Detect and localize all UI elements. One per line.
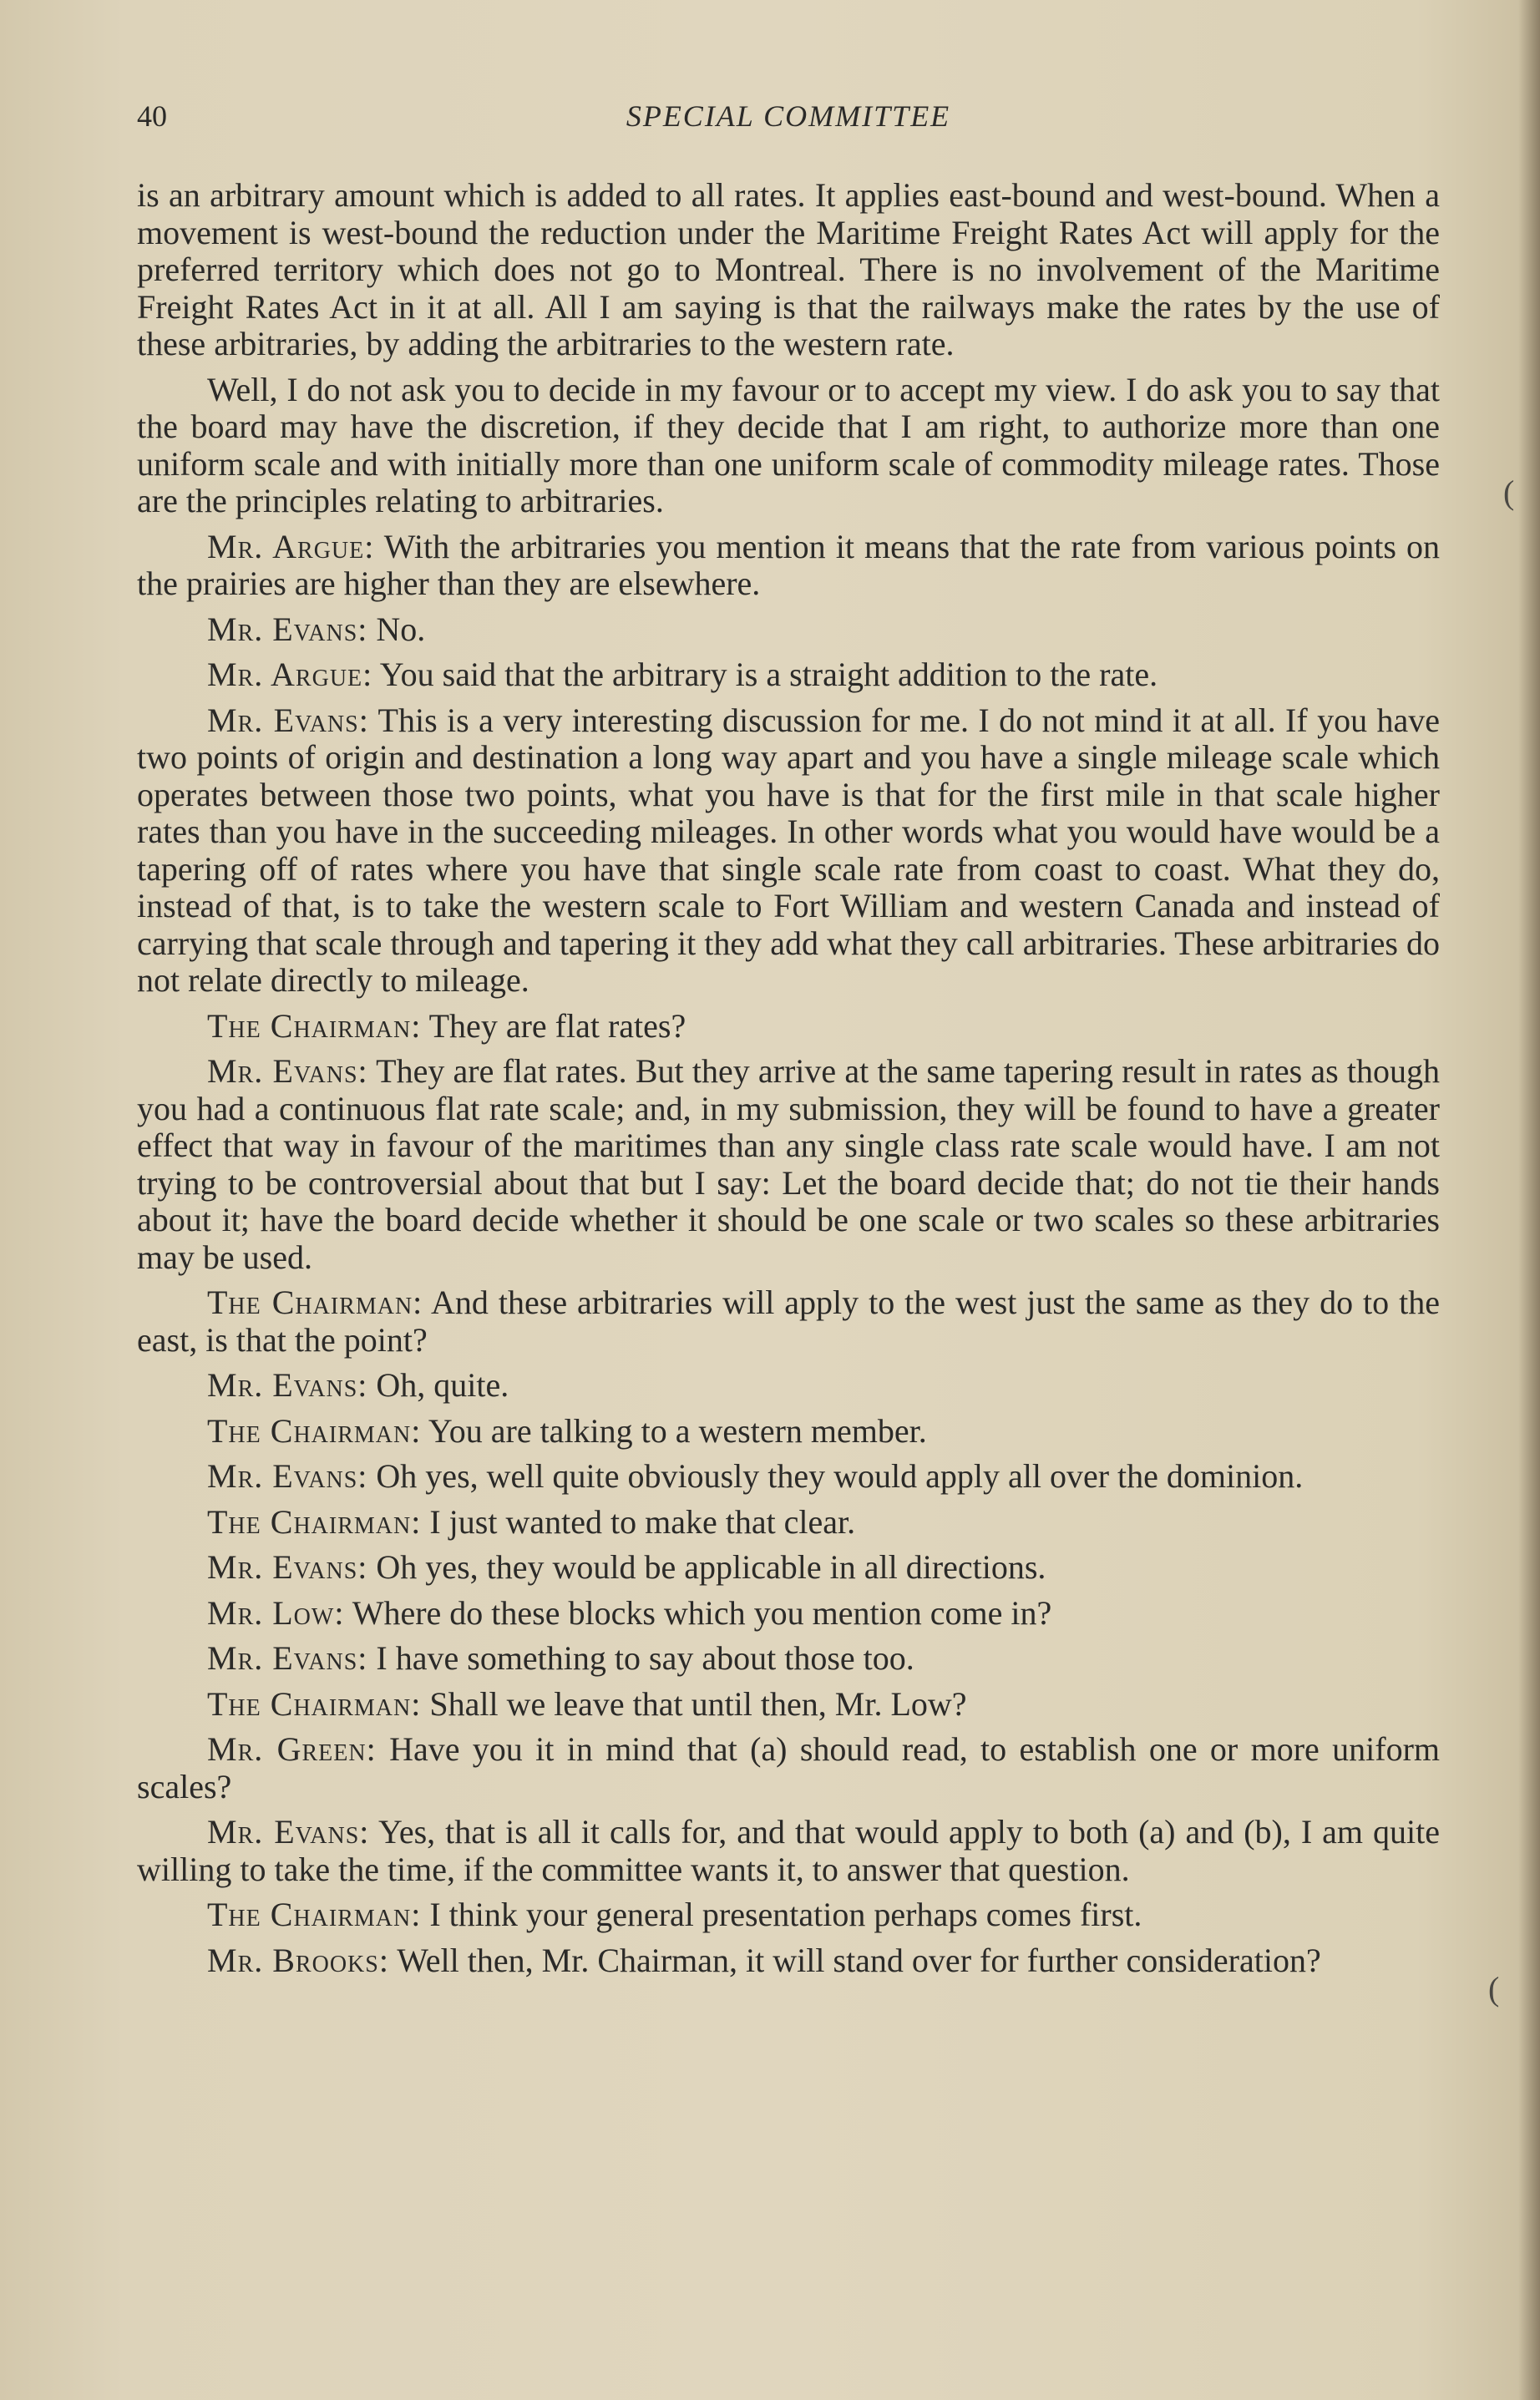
speech bbox=[137, 1731, 1440, 1805]
speech-text: Well then, Mr. Chairman, it will stand over for further consideration? bbox=[397, 1941, 1321, 1979]
speaker-name: Mr. Argue: bbox=[207, 656, 373, 693]
speech-text: Shall we leave that until then, Mr. Low? bbox=[429, 1684, 967, 1723]
speaker-name: The Chairman: bbox=[207, 1684, 422, 1723]
speaker-name: Mr. Evans: bbox=[207, 1639, 368, 1677]
speaker-name: Mr. Argue: bbox=[207, 527, 375, 565]
running-title: SPECIAL COMMITTEE bbox=[626, 99, 951, 133]
speech bbox=[137, 611, 1440, 649]
speech-text: Have you it in mind that (a) should read, to establish one or more uniform scales? bbox=[137, 1730, 1440, 1805]
speech-text: Oh yes, well quite obviously they would apply all over the dominion. bbox=[376, 1457, 1304, 1495]
speaker-name: Mr. Evans: bbox=[207, 1548, 368, 1586]
speaker-name: Mr. Evans: bbox=[207, 1457, 368, 1495]
speech bbox=[137, 529, 1440, 603]
speaker-name: Mr. Green: bbox=[207, 1730, 377, 1768]
speaker-name: Mr. Evans: bbox=[207, 701, 369, 739]
speaker-name: The Chairman: bbox=[207, 1284, 423, 1321]
paragraph bbox=[137, 177, 1440, 363]
speech-text: Oh yes, they would be applicable in all directions. bbox=[376, 1548, 1046, 1586]
speech bbox=[137, 1284, 1440, 1359]
speaker-name: The Chairman: bbox=[207, 1006, 422, 1045]
page-header bbox=[137, 99, 1440, 149]
speech bbox=[137, 1008, 1440, 1046]
page-number: 40 bbox=[137, 99, 167, 133]
paragraph-text: Well, I do not ask you to decide in my favour or to accept my view. I do ask you to say that the board may have the discretion, if they decide that I am right, to authorize more than one uniform scale and with initially more than one uniform scale of commodity mileage rates. Those are the principles relating to arbitraries. bbox=[137, 370, 1440, 519]
speech bbox=[137, 1504, 1440, 1542]
speech-text: Oh, quite. bbox=[376, 1366, 509, 1404]
speaker-name: The Chairman: bbox=[207, 1502, 422, 1541]
speech bbox=[137, 1367, 1440, 1405]
speech-text: Where do these blocks which you mention come in? bbox=[352, 1593, 1052, 1632]
speech bbox=[137, 1053, 1440, 1276]
speech bbox=[137, 656, 1440, 694]
speech-text: You are talking to a western member. bbox=[428, 1411, 927, 1450]
speaker-name: Mr. Evans: bbox=[207, 1052, 368, 1090]
speech-text: They are flat rates. But they arrive at the same tapering result in rates as though you had a continuous flat rate scale; and, in my submission, they will be found to have a greater effect that way in favour of the maritimes than any single class rate scale would have. I am not trying to be controversial about that but I say: Let the board decide that; do not tie their hands about it; have the board decide whether it should be one scale or two scales so these arbitraries may be used. bbox=[137, 1052, 1440, 1276]
speech-text: I have something to say about those too. bbox=[376, 1639, 914, 1677]
speech-text: With the arbitraries you mention it means that the rate from various points on the prairies are higher than they are elsewhere. bbox=[137, 527, 1440, 602]
speech bbox=[137, 1814, 1440, 1888]
speech bbox=[137, 1549, 1440, 1587]
speech bbox=[137, 1942, 1440, 1980]
speech-text: This is a very interesting discussion for me. I do not mind it at all. If you have two points of origin and destination a long way apart and you have a single mileage scale which operates between those two points, what you have is that for the first mile in that scale higher rates than you have in the succeeding mileages. In other words what you would have would be a tapering off of rates where you have that single scale rate from coast to coast. What they do, instead of that, is to take the western scale to Fort William and western Canada and instead of carrying that scale through and tapering it they add what they call arbitraries. These arbitraries do not relate directly to mileage. bbox=[137, 701, 1440, 999]
speaker-name: Mr. Evans: bbox=[207, 610, 368, 648]
speech bbox=[137, 1640, 1440, 1678]
speech-text: I just wanted to make that clear. bbox=[429, 1502, 856, 1541]
speaker-name: The Chairman: bbox=[207, 1411, 422, 1450]
speaker-name: The Chairman: bbox=[207, 1896, 422, 1933]
paragraph bbox=[137, 372, 1440, 520]
speech bbox=[137, 1686, 1440, 1724]
speech-text: I think your general presentation perhaps comes first. bbox=[429, 1896, 1142, 1933]
binding-hole-mark: ( bbox=[1488, 1970, 1500, 2008]
speech bbox=[137, 1896, 1440, 1934]
speech-text: And these arbitraries will apply to the west just the same as they do to the east, is that the point? bbox=[137, 1284, 1440, 1359]
page-body bbox=[137, 177, 1440, 1987]
speaker-name: Mr. Evans: bbox=[207, 1813, 370, 1851]
speech-text: No. bbox=[376, 610, 426, 648]
speech-text: Yes, that is all it calls for, and that would apply to both (a) and (b), I am quite willing to take the time, if the committee wants it, to answer that question. bbox=[137, 1813, 1441, 1888]
speech-text: They are flat rates? bbox=[428, 1006, 686, 1045]
speaker-name: Mr. Low: bbox=[207, 1593, 345, 1632]
speech bbox=[137, 1595, 1440, 1633]
binding-hole-mark: ( bbox=[1503, 473, 1515, 511]
page-edge-shadow bbox=[1518, 0, 1540, 2400]
speech-text: You said that the arbitrary is a straight addition to the rate. bbox=[379, 656, 1158, 693]
speech bbox=[137, 1413, 1440, 1451]
speech bbox=[137, 1458, 1440, 1496]
paragraph-text: is an arbitrary amount which is added to all rates. It applies east-bound and west-bound. When a movement is west-bound the reduction under the Maritime Freight Rates Act will apply for the preferred territory which does not go to Montreal. There is no involvement of the Maritime Freight Rates Act in it at all. All I am saying is that the railways make the rates by the use of these arbitraries, by adding the arbitraries to the western rate. bbox=[137, 176, 1440, 362]
speaker-name: Mr. Brooks: bbox=[207, 1941, 389, 1979]
speaker-name: Mr. Evans: bbox=[207, 1366, 368, 1404]
speech bbox=[137, 702, 1440, 1000]
